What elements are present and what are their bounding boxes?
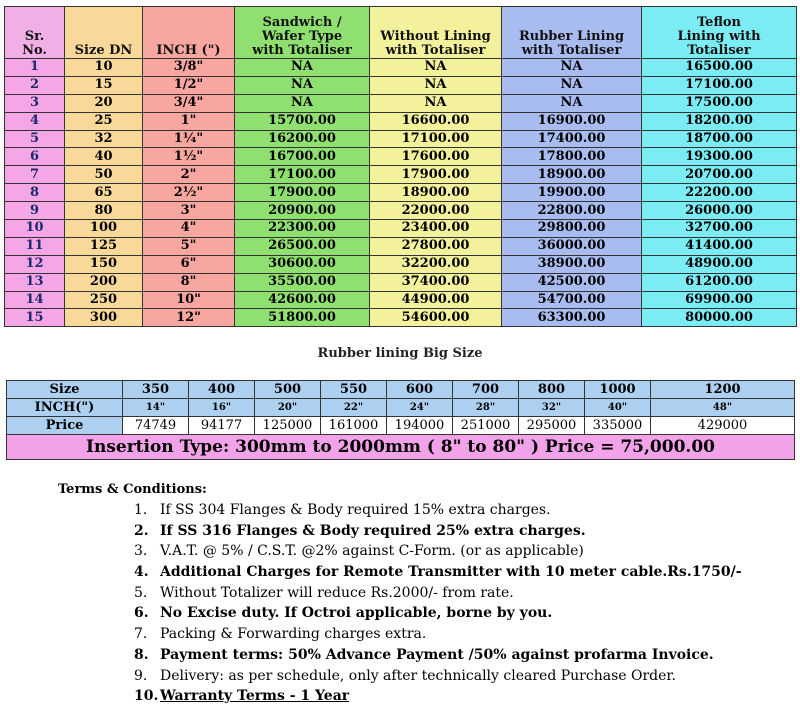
cell-inch: 2" (143, 166, 235, 184)
cell-rubber-lining-price: 18900.00 (502, 166, 642, 184)
cell-teflon-lining-price: 16500.00 (642, 59, 797, 77)
term-item (134, 500, 742, 521)
price-table-body (5, 59, 797, 327)
term-number: 8. (134, 646, 149, 663)
cell-sandwich-price: 17900.00 (235, 184, 370, 202)
cell-without-lining-price: 23400.00 (370, 220, 502, 238)
cell-without-lining-price: 37400.00 (370, 273, 502, 291)
term-text: Additional Charges for Remote Transmitter with 10 meter cable.Rs.1750/- (160, 564, 742, 581)
terms-title: Terms & Conditions: (58, 482, 207, 497)
inch-cell: 32" (519, 399, 585, 417)
cell-size-dn: 40 (65, 148, 143, 166)
cell-inch: 3/4" (143, 94, 235, 112)
price-cell: 74749 (123, 417, 189, 435)
cell-without-lining-price: NA (370, 76, 502, 94)
table-row (5, 309, 797, 327)
cell-sr-no: 4 (5, 112, 65, 130)
price-cell: 295000 (519, 417, 585, 435)
cell-sr-no: 3 (5, 94, 65, 112)
cell-rubber-lining-price: 17800.00 (502, 148, 642, 166)
cell-rubber-lining-price: 17400.00 (502, 130, 642, 148)
size-cell: 800 (519, 381, 585, 399)
cell-sr-no: 12 (5, 255, 65, 273)
cell-without-lining-price: 44900.00 (370, 291, 502, 309)
cell-inch: 4" (143, 220, 235, 238)
cell-size-dn: 100 (65, 220, 143, 238)
cell-inch: 2½" (143, 184, 235, 202)
price-cell: 161000 (321, 417, 387, 435)
cell-inch: 12" (143, 309, 235, 327)
table-row (5, 184, 797, 202)
cell-teflon-lining-price: 17100.00 (642, 76, 797, 94)
term-text: V.A.T. @ 5% / C.S.T. @2% against C-Form. (or as applicable) (160, 543, 584, 560)
cell-size-dn: 125 (65, 237, 143, 255)
table-row (5, 94, 797, 112)
cell-rubber-lining-price: 29800.00 (502, 220, 642, 238)
cell-teflon-lining-price: 61200.00 (642, 273, 797, 291)
term-number: 4. (134, 564, 149, 581)
price-cell: 94177 (189, 417, 255, 435)
cell-rubber-lining-price: NA (502, 59, 642, 77)
header-sr-no: Sr. No. (5, 7, 65, 59)
inch-label: INCH(") (7, 399, 123, 417)
cell-sandwich-price: NA (235, 59, 370, 77)
term-item (134, 686, 742, 707)
term-text: If SS 304 Flanges & Body required 15% extra charges. (160, 502, 551, 518)
term-text: Delivery: as per schedule, only after technically cleared Purchase Order. (160, 667, 677, 684)
cell-sr-no: 14 (5, 291, 65, 309)
insertion-type-row: Insertion Type: 300mm to 2000mm ( 8" to 80" ) Price = 75,000.00 (7, 435, 795, 460)
cell-sandwich-price: 30600.00 (235, 255, 370, 273)
term-item (134, 521, 742, 542)
cell-sr-no: 6 (5, 148, 65, 166)
term-text: Packing & Forwarding charges extra. (160, 626, 427, 643)
size-cell: 1200 (651, 381, 795, 399)
cell-sr-no: 10 (5, 220, 65, 238)
cell-sandwich-price: 42600.00 (235, 291, 370, 309)
inch-cell: 20" (255, 399, 321, 417)
term-text: Payment terms: 50% Advance Payment /50% against profarma Invoice. (160, 646, 714, 663)
size-cell: 700 (453, 381, 519, 399)
cell-rubber-lining-price: 63300.00 (502, 309, 642, 327)
header-inch: INCH (") (143, 7, 235, 59)
cell-inch: 3/8" (143, 59, 235, 77)
header-teflon-lining: Teflon Lining with Totaliser (642, 7, 797, 59)
cell-sandwich-price: 35500.00 (235, 273, 370, 291)
cell-teflon-lining-price: 26000.00 (642, 202, 797, 220)
term-number: 2. (134, 522, 149, 539)
cell-sandwich-price: 16200.00 (235, 130, 370, 148)
term-number: 5. (134, 584, 148, 601)
cell-rubber-lining-price: 36000.00 (502, 237, 642, 255)
cell-sandwich-price: 22300.00 (235, 220, 370, 238)
term-text: No Excise duty. If Octroi applicable, borne by you. (160, 605, 553, 622)
cell-without-lining-price: 16600.00 (370, 112, 502, 130)
cell-sr-no: 13 (5, 273, 65, 291)
price-label: Price (7, 417, 123, 435)
cell-size-dn: 50 (65, 166, 143, 184)
cell-teflon-lining-price: 32700.00 (642, 220, 797, 238)
cell-sandwich-price: NA (235, 76, 370, 94)
cell-sr-no: 7 (5, 166, 65, 184)
inch-cell: 28" (453, 399, 519, 417)
price-cell: 125000 (255, 417, 321, 435)
price-cell: 335000 (585, 417, 651, 435)
cell-sandwich-price: 17100.00 (235, 166, 370, 184)
cell-rubber-lining-price: NA (502, 94, 642, 112)
cell-rubber-lining-price: 42500.00 (502, 273, 642, 291)
term-number: 7. (134, 626, 148, 643)
header-without-lining: Without Lining with Totaliser (370, 7, 502, 59)
table-row (5, 255, 797, 273)
table-row (5, 202, 797, 220)
cell-size-dn: 150 (65, 255, 143, 273)
big-size-table (6, 380, 795, 460)
cell-teflon-lining-price: 48900.00 (642, 255, 797, 273)
cell-rubber-lining-price: 54700.00 (502, 291, 642, 309)
cell-rubber-lining-price: 22800.00 (502, 202, 642, 220)
cell-size-dn: 10 (65, 59, 143, 77)
term-text: Warranty Terms - 1 Year (160, 688, 350, 705)
price-cell: 429000 (651, 417, 795, 435)
cell-sr-no: 1 (5, 59, 65, 77)
cell-size-dn: 200 (65, 273, 143, 291)
inch-cell: 16" (189, 399, 255, 417)
cell-size-dn: 250 (65, 291, 143, 309)
cell-teflon-lining-price: 19300.00 (642, 148, 797, 166)
cell-without-lining-price: 32200.00 (370, 255, 502, 273)
cell-teflon-lining-price: 18700.00 (642, 130, 797, 148)
table-row (5, 112, 797, 130)
cell-sandwich-price: NA (235, 94, 370, 112)
cell-size-dn: 15 (65, 76, 143, 94)
term-number: 9. (134, 667, 148, 684)
terms-list (134, 500, 742, 707)
cell-sandwich-price: 16700.00 (235, 148, 370, 166)
cell-sr-no: 8 (5, 184, 65, 202)
cell-sr-no: 2 (5, 76, 65, 94)
term-item (134, 583, 742, 604)
price-cell: 251000 (453, 417, 519, 435)
cell-teflon-lining-price: 41400.00 (642, 237, 797, 255)
table-row (5, 59, 797, 77)
cell-sr-no: 5 (5, 130, 65, 148)
cell-size-dn: 32 (65, 130, 143, 148)
price-cell: 194000 (387, 417, 453, 435)
table-row (5, 291, 797, 309)
cell-sandwich-price: 15700.00 (235, 112, 370, 130)
term-number: 3. (134, 543, 148, 560)
cell-without-lining-price: 54600.00 (370, 309, 502, 327)
cell-sr-no: 15 (5, 309, 65, 327)
cell-inch: 10" (143, 291, 235, 309)
size-cell: 1000 (585, 381, 651, 399)
table-row (5, 76, 797, 94)
cell-inch: 8" (143, 273, 235, 291)
cell-inch: 3" (143, 202, 235, 220)
cell-without-lining-price: 27800.00 (370, 237, 502, 255)
cell-without-lining-price: 17100.00 (370, 130, 502, 148)
size-cell: 500 (255, 381, 321, 399)
cell-rubber-lining-price: NA (502, 76, 642, 94)
cell-sr-no: 9 (5, 202, 65, 220)
inch-cell: 14" (123, 399, 189, 417)
cell-inch: 5" (143, 237, 235, 255)
inch-cell: 24" (387, 399, 453, 417)
cell-without-lining-price: NA (370, 59, 502, 77)
table-row (5, 273, 797, 291)
cell-teflon-lining-price: 69900.00 (642, 291, 797, 309)
table-row (5, 166, 797, 184)
table-row (5, 237, 797, 255)
size-label: Size (7, 381, 123, 399)
term-text: Without Totalizer will reduce Rs.2000/- from rate. (160, 584, 514, 601)
cell-size-dn: 300 (65, 309, 143, 327)
size-cell: 350 (123, 381, 189, 399)
size-cell: 600 (387, 381, 453, 399)
inch-cell: 22" (321, 399, 387, 417)
cell-size-dn: 65 (65, 184, 143, 202)
cell-teflon-lining-price: 18200.00 (642, 112, 797, 130)
cell-inch: 1" (143, 112, 235, 130)
table-row (5, 130, 797, 148)
term-text: If SS 316 Flanges & Body required 25% extra charges. (160, 522, 586, 539)
cell-size-dn: 80 (65, 202, 143, 220)
size-cell: 400 (189, 381, 255, 399)
cell-sandwich-price: 20900.00 (235, 202, 370, 220)
header-rubber-lining: Rubber Lining with Totaliser (502, 7, 642, 59)
cell-rubber-lining-price: 38900.00 (502, 255, 642, 273)
cell-without-lining-price: 17600.00 (370, 148, 502, 166)
table-row (5, 148, 797, 166)
cell-rubber-lining-price: 16900.00 (502, 112, 642, 130)
size-cell: 550 (321, 381, 387, 399)
cell-teflon-lining-price: 80000.00 (642, 309, 797, 327)
cell-teflon-lining-price: 20700.00 (642, 166, 797, 184)
cell-without-lining-price: NA (370, 94, 502, 112)
cell-inch: 1½" (143, 148, 235, 166)
cell-without-lining-price: 22000.00 (370, 202, 502, 220)
term-item (134, 603, 742, 624)
term-item (134, 624, 742, 645)
cell-teflon-lining-price: 22200.00 (642, 184, 797, 202)
cell-sr-no: 11 (5, 237, 65, 255)
inch-cell: 40" (585, 399, 651, 417)
inch-cell: 48" (651, 399, 795, 417)
cell-inch: 6" (143, 255, 235, 273)
term-number: 6. (134, 605, 149, 622)
cell-teflon-lining-price: 17500.00 (642, 94, 797, 112)
cell-size-dn: 20 (65, 94, 143, 112)
table-row (5, 220, 797, 238)
cell-size-dn: 25 (65, 112, 143, 130)
term-item (134, 645, 742, 666)
term-number: 1. (134, 502, 148, 518)
term-item (134, 541, 742, 562)
cell-rubber-lining-price: 19900.00 (502, 184, 642, 202)
cell-sandwich-price: 51800.00 (235, 309, 370, 327)
term-item (134, 666, 742, 687)
cell-sandwich-price: 26500.00 (235, 237, 370, 255)
cell-without-lining-price: 18900.00 (370, 184, 502, 202)
term-number: 10. (134, 688, 159, 705)
cell-without-lining-price: 17900.00 (370, 166, 502, 184)
term-item (134, 562, 742, 583)
big-size-caption: Rubber lining Big Size (317, 346, 483, 361)
header-size-dn: Size DN (65, 7, 143, 59)
cell-inch: 1¼" (143, 130, 235, 148)
header-sandwich: Sandwich / Wafer Type with Totaliser (235, 7, 370, 59)
price-table (4, 6, 797, 327)
cell-inch: 1/2" (143, 76, 235, 94)
